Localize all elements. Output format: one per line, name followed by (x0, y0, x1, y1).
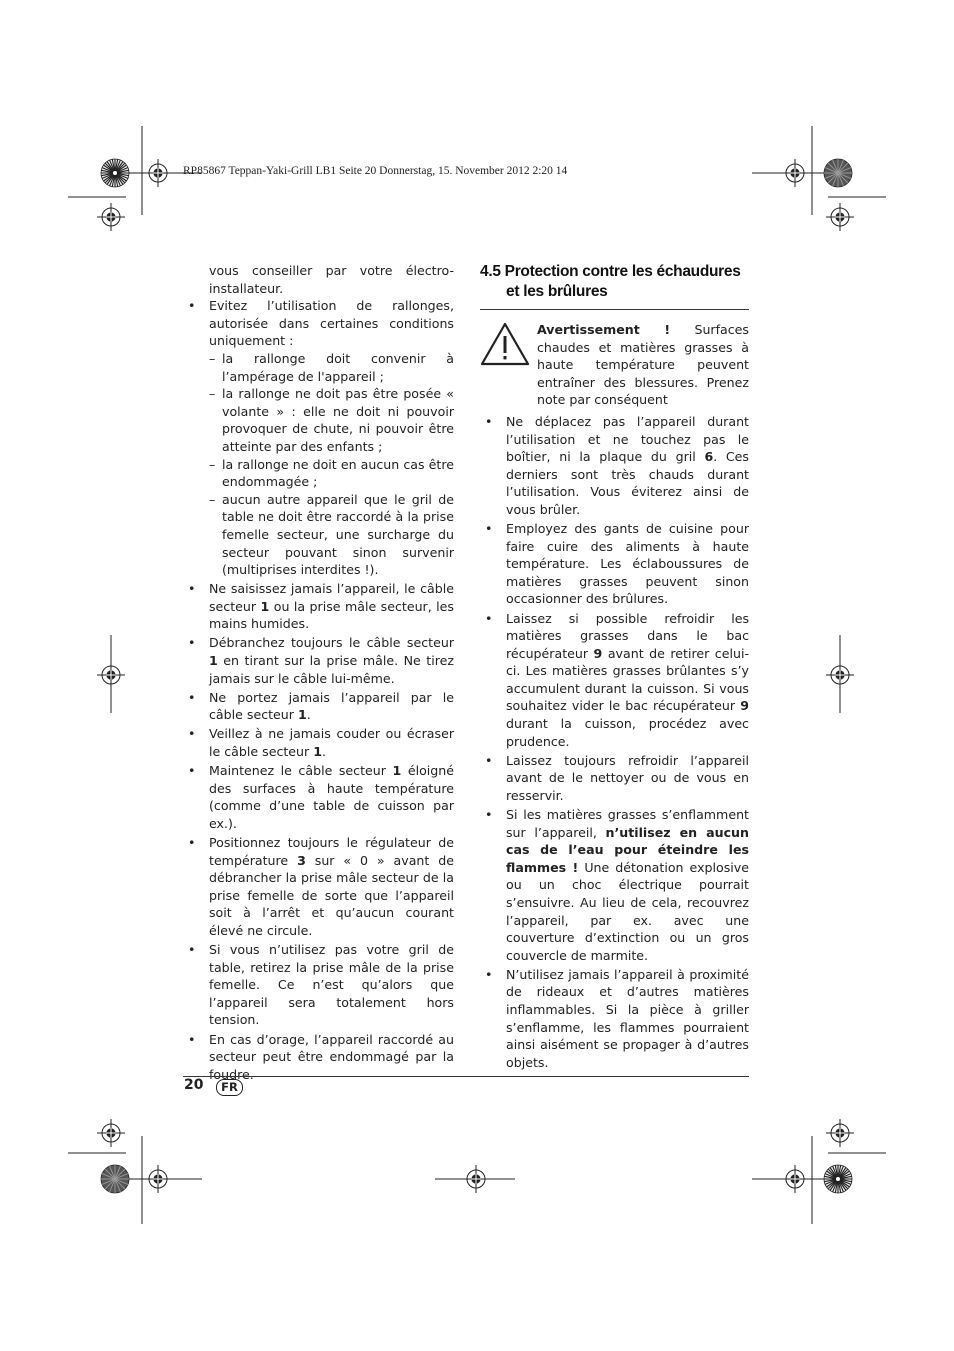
right-column (480, 262, 749, 1073)
warning-triangle-icon (480, 321, 537, 409)
list-item: • Si les matières grasses s’enflamment sur l’appareil, n’utilisez en aucun cas de l’eau pour éteindre les flammes ! Une détonation explosive ou un choc électrique pourrait s’ensuivre. Au lieu de cela, recouvrez l’appareil, par ex. avec une couverture d’extinction ou un gros couvercle de marmite. (480, 806, 749, 964)
list-item: • Laissez toujours refroidir l’appareil avant de le nettoyer ou de vous en resservir. (480, 752, 749, 805)
list-item: • Ne saisissez jamais l’appareil, le câble secteur 1 ou la prise mâle secteur, les mains humides. (183, 580, 454, 633)
dash-item: – la rallonge ne doit pas être posée « volante » : elle ne doit ni pouvoir provoquer de chute, ni pouvoir être atteinte par des enfants ; (209, 385, 454, 455)
registration-mark-icon (826, 661, 854, 689)
registration-mark-icon (97, 203, 125, 231)
registration-mark-icon (826, 1119, 854, 1147)
list-item: • Si vous n’utilisez pas votre gril de table, retirez la prise mâle de la prise femelle. Ce n’est qu’alors que l’appareil sera totalement hors tension. (183, 941, 454, 1029)
section-divider (480, 309, 749, 310)
list-item: • En cas d’orage, l’appareil raccordé au secteur peut être endommagé par la foudre. (183, 1031, 454, 1084)
page-number: 20 (184, 1077, 204, 1093)
safety-list-left (183, 297, 454, 1083)
list-item: • Employez des gants de cuisine pour faire cuire des aliments à haute température. Les éclaboussures de matières grasses peuvent sinon occasionner des brûlures. (480, 520, 749, 608)
list-item: • Evitez l’utilisation de rallonges, autorisée dans certaines conditions uniquement : – la rallonge doit convenir à l’ampérage de l'appareil ; – la rallonge ne doit pas être posée « volante » : elle ne doit ni pouvoir provoquer de chute, ni pouvoir être atteinte par des enfants ; – la rallonge ne doit en aucun cas être endommagée ; – aucun autre appareil que le gril de table ne doit être raccordé à la prise femelle secteur, une surcharge du secteur pouvant sinon survenir (multiprises interdites !). (183, 297, 454, 579)
warning-box (480, 321, 749, 409)
warning-label: Avertissement ! (537, 322, 671, 337)
registration-mark-icon (97, 661, 125, 689)
dash-item: – la rallonge doit convenir à l’ampérage de l'appareil ; (209, 350, 454, 385)
registration-mark-icon (781, 1165, 809, 1193)
registration-mark-icon (97, 1119, 125, 1147)
section-heading: 4.5 Protection contre les échaudures et les brûlures (480, 263, 741, 300)
safety-list-right (480, 413, 749, 1071)
registration-mark-icon (462, 1165, 490, 1193)
registration-mark-icon (144, 1165, 172, 1193)
list-item: • Ne portez jamais l’appareil par le câble secteur 1. (183, 689, 454, 724)
color-wheel-icon (101, 159, 129, 187)
color-wheel-icon (101, 1165, 129, 1193)
color-wheel-icon (824, 159, 852, 187)
left-column (183, 262, 454, 1085)
print-slug: RP85867 Teppan-Yaki-Grill LB1 Seite 20 Donnerstag, 15. November 2012 2:20 14 (183, 165, 568, 177)
color-wheel-icon (824, 1165, 852, 1193)
language-badge: FR (216, 1079, 243, 1096)
list-item: • Laissez si possible refroidir les matières grasses dans le bac récupérateur 9 avant de retirer celui-ci. Les matières grasses brûlantes s’y accumulent durant la cuisson. Si vous souhaitez vider le bac récupérateur 9 durant la cuisson, procédez avec prudence. (480, 610, 749, 751)
registration-mark-icon (144, 159, 172, 187)
registration-mark-icon (826, 203, 854, 231)
list-item: • N’utilisez jamais l’appareil à proximité de rideaux et d’autres matières inflammables. Si la pièce à griller s’enflamme, les flammes pourraient ainsi aisément se propager à d’autres objets. (480, 966, 749, 1072)
dash-item: – aucun autre appareil que le gril de table ne doit être raccordé à la prise femelle secteur, une surcharge du secteur pouvant sinon survenir (multiprises interdites !). (209, 491, 454, 579)
list-item: • Débranchez toujours le câble secteur 1 en tirant sur la prise mâle. Ne tirez jamais sur le câble lui-même. (183, 634, 454, 687)
list-item: • Positionnez toujours le régulateur de température 3 sur « 0 » avant de débrancher la prise mâle secteur de la prise femelle de sorte que l’appareil soit à l’arrêt et qu’aucun courant élevé ne circule. (183, 834, 454, 940)
list-item: • Maintenez le câble secteur 1 éloigné des surfaces à haute température (comme d’une table de cuisson par ex.). (183, 762, 454, 832)
extension-conditions (209, 350, 454, 579)
registration-mark-icon (781, 159, 809, 187)
list-item: • Ne déplacez pas l’appareil durant l’utilisation et ne touchez pas le boîtier, ni la plaque du gril 6. Ces derniers sont très chauds durant l’utilisation. Vous éviterez ainsi de vous brûler. (480, 413, 749, 519)
paragraph-continuation: vous conseiller par votre électro-installateur. (209, 263, 454, 296)
warning-text: Avertissement ! Surfaces chaudes et matières grasses à haute température peuvent entraîner des blessures. Prenez note par conséquent (537, 322, 749, 408)
footer-divider (183, 1076, 749, 1077)
list-item: • Veillez à ne jamais couder ou écraser le câble secteur 1. (183, 725, 454, 760)
dash-item: – la rallonge ne doit en aucun cas être endommagée ; (209, 456, 454, 491)
